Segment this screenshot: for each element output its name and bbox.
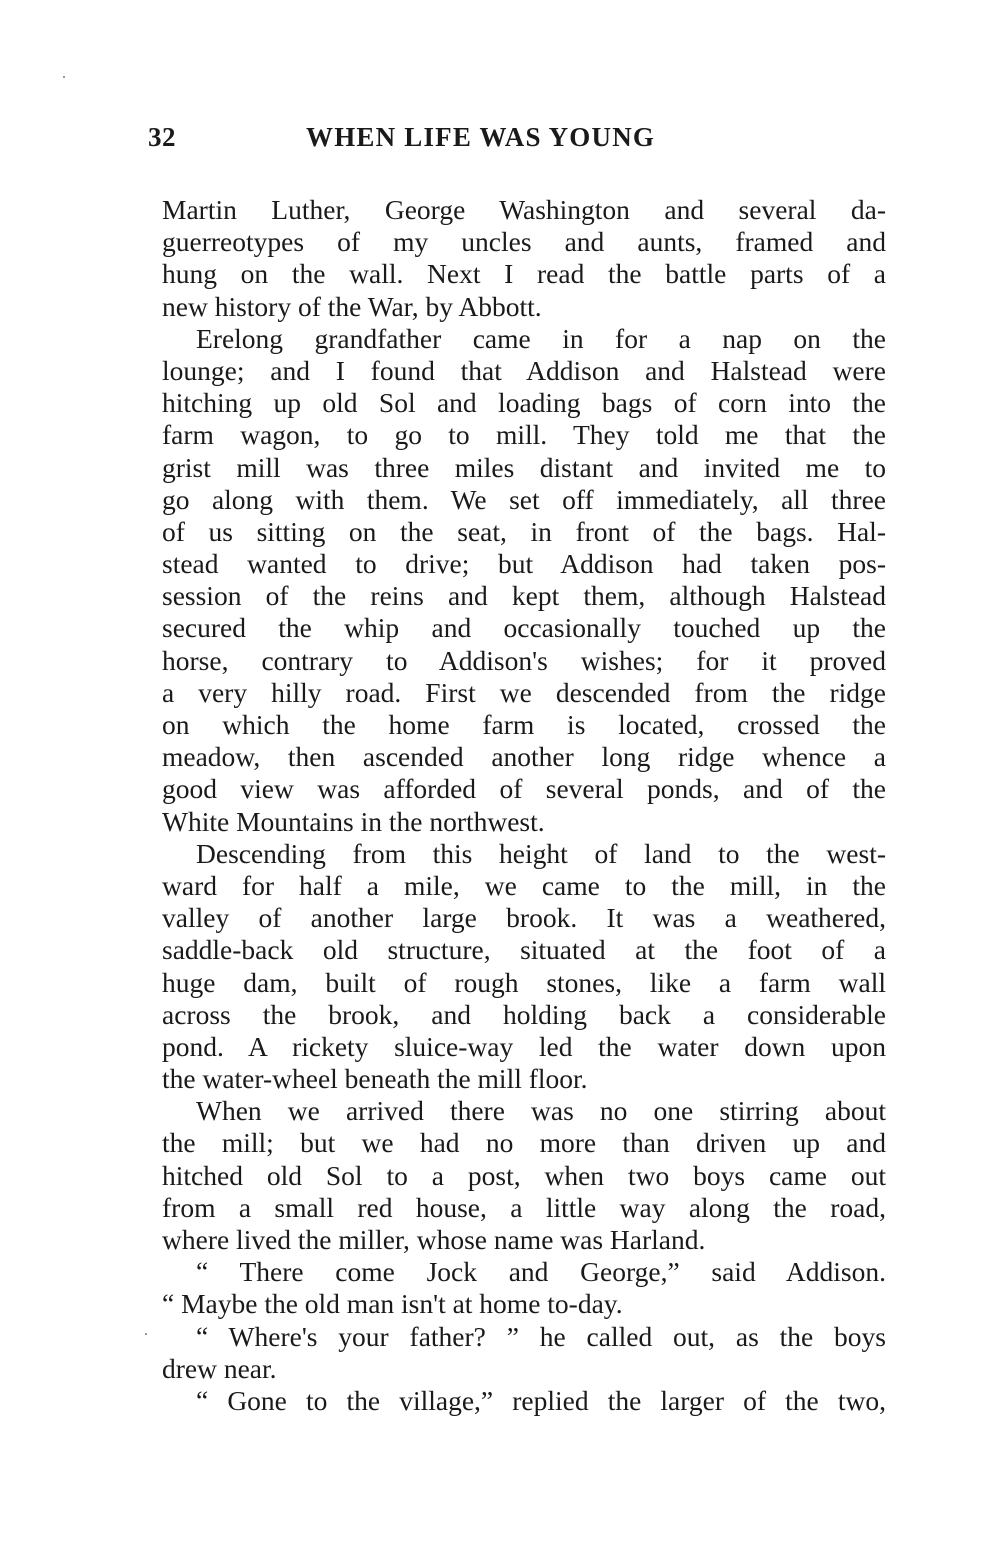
text-line: valley of another large brook. It was a weathered, <box>162 902 886 934</box>
text-line: session of the reins and kept them, although Halstead <box>162 580 886 612</box>
running-title: WHEN LIFE WAS YOUNG <box>306 122 656 152</box>
page-number: 32 <box>148 122 176 152</box>
text-line: go along with them. We set off immediately, all three <box>162 483 886 515</box>
text-line: huge dam, built of rough stones, like a farm wall <box>162 966 886 998</box>
text-line: hitched old Sol to a post, when two boys came out <box>162 1159 886 1191</box>
text-line: the mill; but we had no more than driven up and <box>162 1127 886 1159</box>
text-line: where lived the miller, whose name was Harland. <box>162 1224 706 1255</box>
text-line: on which the home farm is located, crossed the <box>162 709 886 740</box>
text-line: hitching up old Sol and loading bags of corn into the <box>162 387 886 419</box>
text-line: lounge; and I found that Addison and Halstead were <box>162 354 886 386</box>
page-header <box>148 122 888 162</box>
text-line: “ There come Jock and George,” said Addison. <box>196 1256 886 1288</box>
text-line: stead wanted to drive; but Addison had taken pos- <box>162 548 886 580</box>
text-line: “ Where's your father? ” he called out, as the boys <box>196 1320 886 1352</box>
text-line: saddle-back old structure, situated at the foot of a <box>162 934 886 966</box>
text-line: new history of the War, by Abbott. <box>162 290 542 322</box>
text-line: a very hilly road. First we descended from the ridge <box>162 676 886 708</box>
scan-speck <box>145 1333 147 1335</box>
text-line: from a small red house, a little way along the road, <box>162 1191 886 1223</box>
text-line: grist mill was three miles distant and invited me to <box>162 451 886 483</box>
text-line: the water-wheel beneath the mill floor. <box>162 1063 588 1095</box>
text-line: “ Gone to the village,” replied the larger of the two, <box>196 1384 886 1416</box>
text-line: hung on the wall. Next I read the battle parts of a <box>162 258 886 290</box>
text-line: guerreotypes of my uncles and aunts, framed and <box>162 226 886 258</box>
text-line: of us sitting on the seat, in front of the bags. Hal- <box>162 515 886 547</box>
text-line: When we arrived there was no one stirring about <box>196 1095 886 1127</box>
text-line: farm wagon, to go to mill. They told me that the <box>162 419 886 451</box>
text-line: horse, contrary to Addison's wishes; for it proved <box>162 644 886 676</box>
text-line: “ Maybe the old man isn't at home to-day. <box>162 1288 623 1320</box>
text-line: pond. A rickety sluice-way led the water down upon <box>162 1030 886 1062</box>
text-line: Erelong grandfather came in for a nap on the <box>196 322 886 354</box>
text-line: White Mountains in the northwest. <box>162 805 545 837</box>
text-line: meadow, then ascended another long ridge whence a <box>162 741 886 773</box>
text-line: Martin Luther, George Washington and several da- <box>162 194 886 225</box>
text-line: drew near. <box>162 1352 277 1384</box>
scan-speck <box>63 76 65 78</box>
text-line: across the brook, and holding back a considerable <box>162 998 886 1030</box>
body-text <box>162 194 886 1417</box>
text-line: Descending from this height of land to the west- <box>196 837 886 869</box>
text-line: ward for half a mile, we came to the mill, in the <box>162 869 886 901</box>
text-line: secured the whip and occasionally touched up the <box>162 612 886 644</box>
text-line: good view was afforded of several ponds, and of the <box>162 773 886 805</box>
